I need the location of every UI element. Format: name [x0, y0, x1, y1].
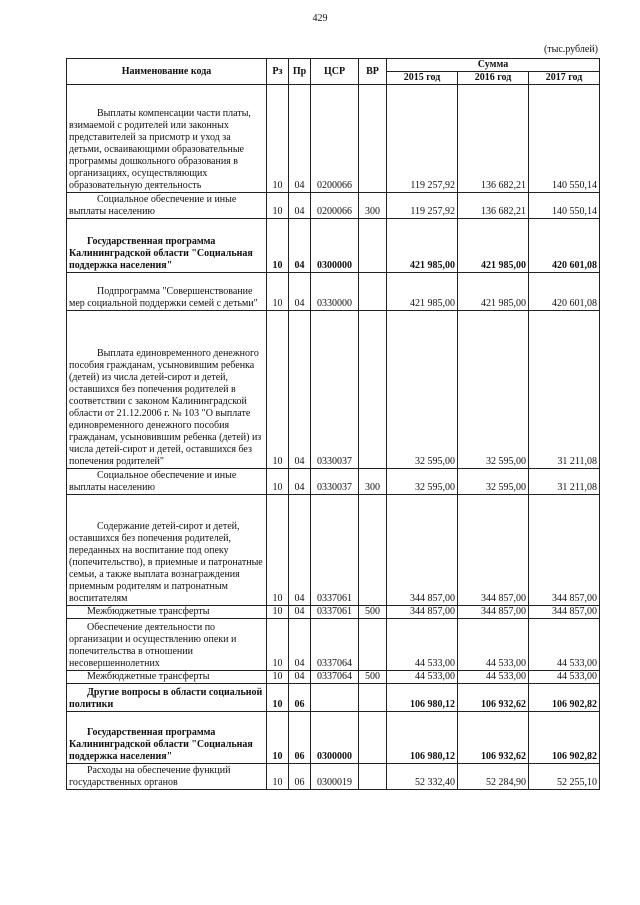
header-pr: Пр	[289, 59, 311, 85]
row-2016: 136 682,21	[458, 85, 529, 193]
row-name: Государственная программа Калининградской области "Социальная поддержка населения"	[67, 712, 267, 764]
row-2017: 140 550,14	[529, 85, 600, 193]
table-row	[67, 684, 600, 712]
row-2016: 421 985,00	[458, 219, 529, 273]
row-rz: 10	[267, 219, 289, 273]
row-2017: 344 857,00	[529, 495, 600, 606]
row-csr: 0330037	[311, 311, 359, 469]
row-2015: 344 857,00	[387, 606, 458, 619]
row-vr: 300	[359, 193, 387, 219]
row-vr	[359, 311, 387, 469]
row-2015: 44 533,00	[387, 671, 458, 684]
row-pr: 04	[289, 311, 311, 469]
row-rz: 10	[267, 193, 289, 219]
row-2015: 106 980,12	[387, 684, 458, 712]
row-2017: 140 550,14	[529, 193, 600, 219]
row-csr: 0330037	[311, 469, 359, 495]
table-row	[67, 619, 600, 671]
row-vr	[359, 219, 387, 273]
row-2017: 31 211,08	[529, 311, 600, 469]
row-vr	[359, 684, 387, 712]
row-vr	[359, 85, 387, 193]
row-csr: 0300000	[311, 712, 359, 764]
row-rz: 10	[267, 764, 289, 790]
row-csr: 0200066	[311, 85, 359, 193]
row-vr: 300	[359, 469, 387, 495]
row-2017: 420 601,08	[529, 273, 600, 311]
row-rz: 10	[267, 712, 289, 764]
row-vr	[359, 712, 387, 764]
row-2016: 421 985,00	[458, 273, 529, 311]
row-pr: 04	[289, 495, 311, 606]
row-2016: 344 857,00	[458, 606, 529, 619]
page-number: 429	[312, 13, 328, 24]
row-name: Межбюджетные трансферты	[67, 606, 267, 619]
row-vr: 500	[359, 606, 387, 619]
row-pr: 04	[289, 219, 311, 273]
row-2016: 44 533,00	[458, 619, 529, 671]
row-2015: 32 595,00	[387, 311, 458, 469]
row-2017: 44 533,00	[529, 671, 600, 684]
row-2017: 420 601,08	[529, 219, 600, 273]
row-2017: 106 902,82	[529, 684, 600, 712]
row-2016: 136 682,21	[458, 193, 529, 219]
row-2015: 119 257,92	[387, 85, 458, 193]
row-vr: 500	[359, 671, 387, 684]
row-2016: 32 595,00	[458, 311, 529, 469]
row-csr: 0337061	[311, 495, 359, 606]
table-row	[67, 764, 600, 790]
row-rz: 10	[267, 671, 289, 684]
table-row	[67, 219, 600, 273]
header-sum: Сумма	[387, 59, 600, 72]
row-pr: 06	[289, 712, 311, 764]
row-csr: 0300019	[311, 764, 359, 790]
row-pr: 04	[289, 619, 311, 671]
row-2015: 421 985,00	[387, 219, 458, 273]
table-row	[67, 712, 600, 764]
row-2017: 44 533,00	[529, 619, 600, 671]
row-name: Подпрограмма "Совершенствование мер социальной поддержки семей с детьми"	[67, 273, 267, 311]
row-rz: 10	[267, 311, 289, 469]
table-row	[67, 606, 600, 619]
table-row	[67, 311, 600, 469]
row-name: Содержание детей-сирот и детей, оставшихся без попечения родителей, переданных на воспитание под опеку (попечительство), в приемные и патронатные семьи, а также выплата вознаграждения приемным родителям и патронатным воспитателям	[67, 495, 267, 606]
row-csr: 0300000	[311, 219, 359, 273]
row-name: Расходы на обеспечение функций государственных органов	[67, 764, 267, 790]
row-pr: 04	[289, 273, 311, 311]
row-pr: 04	[289, 85, 311, 193]
header-rz: Рз	[267, 59, 289, 85]
row-name: Выплата единовременного денежного пособия гражданам, усыновившим ребенка (детей) из числа детей-сирот и детей, оставшихся без попечения родителей в соответствии с законом Калининградской области от 21.12.2006 г. № 103 "О выплате единовременного денежного пособия гражданам, усыновившим ребенка (детей) из числа детей-сирот и детей, оставшихся без попечения родителей"	[67, 311, 267, 469]
row-pr: 04	[289, 671, 311, 684]
row-vr	[359, 619, 387, 671]
row-2015: 32 595,00	[387, 469, 458, 495]
table-row	[67, 85, 600, 193]
row-name: Межбюджетные трансферты	[67, 671, 267, 684]
row-csr	[311, 684, 359, 712]
row-2017: 31 211,08	[529, 469, 600, 495]
header-vr: ВР	[359, 59, 387, 85]
table-row	[67, 495, 600, 606]
row-rz: 10	[267, 495, 289, 606]
row-2015: 52 332,40	[387, 764, 458, 790]
row-2017: 52 255,10	[529, 764, 600, 790]
row-pr: 06	[289, 684, 311, 712]
units-label: (тыс.рублей)	[543, 44, 598, 55]
table-row	[67, 273, 600, 311]
row-name: Государственная программа Калининградской области "Социальная поддержка населения"	[67, 219, 267, 273]
row-csr: 0200066	[311, 193, 359, 219]
row-name: Обеспечение деятельности по организации и осуществлению опеки и попечительства в отношении несовершеннолетних	[67, 619, 267, 671]
row-pr: 04	[289, 606, 311, 619]
row-2015: 344 857,00	[387, 495, 458, 606]
row-2015: 44 533,00	[387, 619, 458, 671]
table-row	[67, 671, 600, 684]
row-2015: 106 980,12	[387, 712, 458, 764]
row-name: Выплаты компенсации части платы, взимаемой с родителей или законных представителей за присмотр и уход за детьми, осваивающими образовательные программы дошкольного образования в организациях, осуществляющих образовательную деятельность	[67, 85, 267, 193]
budget-table	[66, 58, 600, 790]
row-2015: 421 985,00	[387, 273, 458, 311]
row-csr: 0337061	[311, 606, 359, 619]
row-vr	[359, 764, 387, 790]
row-2016: 344 857,00	[458, 495, 529, 606]
header-name: Наименование кода	[67, 59, 267, 85]
row-2016: 52 284,90	[458, 764, 529, 790]
row-2017: 106 902,82	[529, 712, 600, 764]
row-2015: 119 257,92	[387, 193, 458, 219]
row-2016: 44 533,00	[458, 671, 529, 684]
row-name: Другие вопросы в области социальной политики	[67, 684, 267, 712]
row-pr: 04	[289, 193, 311, 219]
header-2017: 2017 год	[529, 72, 600, 85]
row-pr: 06	[289, 764, 311, 790]
header-csr: ЦСР	[311, 59, 359, 85]
row-2016: 106 932,62	[458, 684, 529, 712]
row-rz: 10	[267, 85, 289, 193]
header-2016: 2016 год	[458, 72, 529, 85]
row-rz: 10	[267, 684, 289, 712]
row-csr: 0337064	[311, 619, 359, 671]
row-2016: 32 595,00	[458, 469, 529, 495]
row-vr	[359, 495, 387, 606]
row-2016: 106 932,62	[458, 712, 529, 764]
header-2015: 2015 год	[387, 72, 458, 85]
row-rz: 10	[267, 619, 289, 671]
row-csr: 0330000	[311, 273, 359, 311]
row-rz: 10	[267, 606, 289, 619]
row-csr: 0337064	[311, 671, 359, 684]
row-name: Социальное обеспечение и иные выплаты населению	[67, 193, 267, 219]
row-name: Социальное обеспечение и иные выплаты населению	[67, 469, 267, 495]
row-2017: 344 857,00	[529, 606, 600, 619]
row-pr: 04	[289, 469, 311, 495]
header-row	[67, 59, 600, 72]
row-rz: 10	[267, 469, 289, 495]
table-row	[67, 193, 600, 219]
row-vr	[359, 273, 387, 311]
row-rz: 10	[267, 273, 289, 311]
table-row	[67, 469, 600, 495]
